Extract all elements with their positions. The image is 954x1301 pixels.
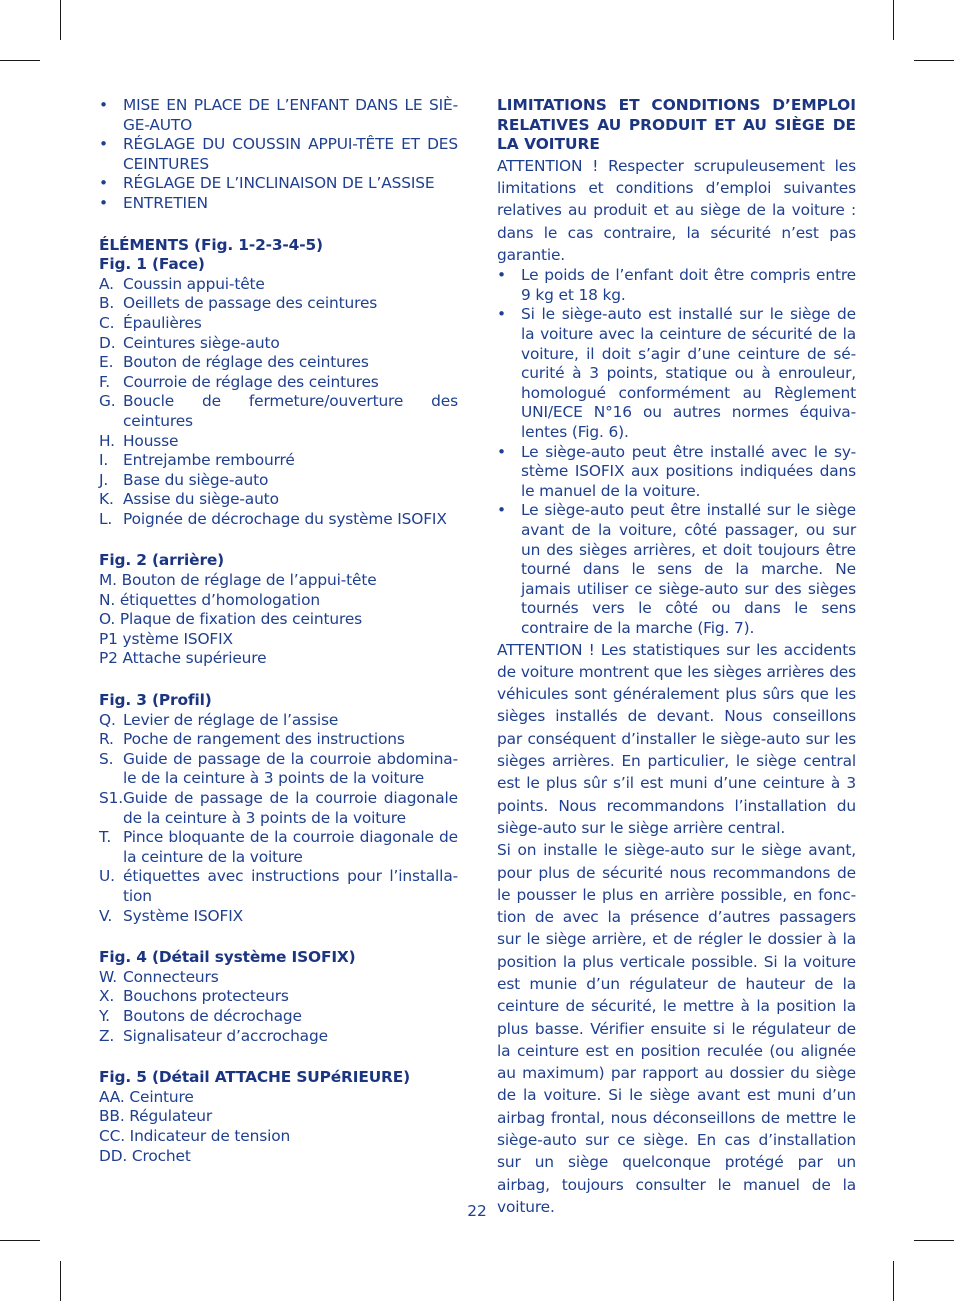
item-key: J. (99, 470, 109, 489)
list-item (99, 987, 458, 1007)
item-key: I. (99, 451, 109, 470)
list-item (99, 750, 458, 789)
item-text: Épaulières (123, 313, 202, 332)
toc-item: • MISE EN PLACE DE L’ENFANT DANS LE SIÈ- GE-AUTO (99, 96, 458, 135)
list-item (99, 907, 458, 927)
item-key: S1. (99, 789, 124, 807)
fig1-list (99, 275, 458, 530)
statistics-paragraph: ATTENTION ! Les statistiques sur les accidents de voiture montrent que les sièges arrières des véhicules sont généralement plus sûrs que les sièges installés de devant. Nous conseillons par conséquent d’installer le siège-auto sur les sièges arrières. En particulier, le siège central est le plus sûr s’il est muni d’une ceinture à 3 points. Nous recommandons l’installation du siège-auto sur le siège arrière central. (497, 640, 856, 837)
item-text: Guide de passage de la courroie diagonale de la ceinture à 3 points de la voiture (123, 789, 458, 827)
item-text: étiquettes avec instructions pour l’installa- tion (123, 867, 458, 905)
item-key: E. (99, 353, 114, 372)
item-text: Système ISOFIX (123, 906, 244, 925)
item-key: C. (99, 313, 115, 332)
item-key: D. (99, 333, 116, 352)
item-text: Assise du siège-auto (123, 490, 279, 509)
crop-mark (914, 1240, 954, 1241)
item-key: Z. (99, 1026, 115, 1045)
list-item: AA. Ceinture (99, 1087, 194, 1106)
item-text: Housse (123, 431, 179, 450)
fig5-heading: Fig. 5 (Détail ATTACHE SUPéRIEURE) (99, 1068, 410, 1087)
fig4-heading: Fig. 4 (Détail système ISOFIX) (99, 948, 356, 967)
intro-paragraph: ATTENTION ! Respecter scrupuleusement les limitations et conditions d’emploi suivantes relatives au produit et au siège de la voiture : dans le cas contraire, la sécurité n’est pas garantie. (497, 156, 856, 264)
right-column (497, 96, 856, 1218)
condition-item: • Le siège-auto peut être installé sur le siège avant de la voiture, côté passager, ou sur un des sièges arrières, et doit toujours être tourné dans le sens de la marche. Ne jamais utiliser ce siège-auto sur des sièges tournés vers le côté ou dans le sens contraire de la marche (Fig. 7). (497, 501, 856, 638)
fig3-heading: Fig. 3 (Profil) (99, 691, 212, 710)
list-item: CC. Indicateur de tension (99, 1126, 291, 1145)
item-text: Courroie de réglage des ceintures (123, 372, 379, 391)
crop-mark (60, 0, 61, 40)
item-text: Boucle de fermeture/ouverture des ceintures (123, 392, 458, 430)
list-item (99, 353, 458, 373)
fig4-list (99, 968, 458, 1046)
list-item (99, 968, 458, 988)
fig3-list (99, 711, 458, 927)
list-item: DD. Crochet (99, 1146, 191, 1165)
toc-item: • RÉGLAGE DU COUSSIN APPUI-TÊTE ET DES CEINTURES (99, 135, 458, 174)
item-key: S. (99, 749, 114, 768)
fig2-list (99, 571, 458, 669)
item-text: Coussin appui-tête (123, 274, 265, 293)
item-text: Boutons de décrochage (123, 1006, 302, 1025)
list-item: BB. Régulateur (99, 1107, 213, 1126)
toc-item: • ENTRETIEN (99, 194, 458, 214)
item-text: Poignée de décrochage du système ISOFIX (123, 509, 447, 528)
list-item (99, 432, 458, 452)
condition-item: • Le siège-auto peut être installé avec le sy- stème ISOFIX aux positions indiquées dans le manuel de la voiture. (497, 443, 856, 502)
item-text: Bouchons protecteurs (123, 987, 289, 1006)
toc-list (99, 96, 458, 214)
item-text: Oeillets de passage des ceintures (123, 294, 378, 313)
list-item (99, 1027, 458, 1047)
item-key: L. (99, 509, 113, 528)
page-number: 22 (467, 1202, 487, 1220)
list-item (99, 730, 458, 750)
item-key: B. (99, 294, 115, 313)
list-item: N. étiquettes d’homologation (99, 590, 320, 609)
crop-mark (893, 1261, 894, 1301)
item-key: X. (99, 987, 115, 1006)
left-column (99, 96, 458, 1166)
list-item (99, 294, 458, 314)
item-text: Ceintures siège-auto (123, 333, 280, 352)
item-key: F. (99, 372, 110, 391)
item-text: Guide de passage de la courroie abdomina- le de la ceinture à 3 points de la voiture (123, 749, 458, 788)
crop-mark (914, 60, 954, 61)
item-text: Bouton de réglage des ceintures (123, 353, 369, 372)
list-item (99, 471, 458, 491)
item-text: Levier de réglage de l’assise (123, 710, 339, 729)
list-item (99, 867, 458, 906)
crop-mark (60, 1261, 61, 1301)
list-item (99, 373, 458, 393)
list-item (99, 490, 458, 510)
list-item (99, 451, 458, 471)
front-seat-paragraph: Si on installe le siège-auto sur le siège avant, pour plus de sécurité nous recommandons de le pousser le plus en arrière possible, en fonc- tion de avec la présence d’autres passagers sur le siège arrière, et de régler le dossier à la position la plus verticale possible. Si la voiture est munie d’un régulateur de hauteur de la ceinture de sécurité, le mettre à la position la plus basse. Vérifier ensuite si le régulateur de la ceinture est en position reculée (ou alignée au maximum) par rapport au dossier du siège de la voiture. Si le siège avant est muni d’un airbag frontal, nous déconseillons de mettre le siège-auto sur ce siège. En cas d’installation sur un siège quelconque protégé par un airbag, toujours consulter le manuel de la voiture. (497, 841, 856, 1216)
crop-mark (893, 0, 894, 40)
item-text: Entrejambe rembourré (123, 451, 295, 470)
list-item (99, 510, 458, 530)
list-item (99, 392, 458, 431)
item-key: R. (99, 730, 114, 749)
list-item (99, 711, 458, 731)
item-text: Signalisateur d’accrochage (123, 1026, 328, 1045)
item-key: W. (99, 967, 118, 986)
item-key: U. (99, 867, 115, 886)
condition-item: • Si le siège-auto est installé sur le siège de la voiture avec la ceinture de sécurité de la voiture, il doit s’agir d’une ceinture de sé- curité à 3 points, statique ou à enrouleur, homologué conformément au Règlement UNI/ECE N°16 ou autres normes équiva- lentes (Fig. 6). (497, 305, 856, 442)
item-key: Q. (99, 710, 116, 729)
list-item (99, 789, 458, 828)
item-text: Pince bloquante de la courroie diagonale de la ceinture de la voiture (123, 828, 458, 866)
item-key: A. (99, 274, 114, 293)
item-text: Poche de rangement des instructions (123, 730, 405, 749)
item-text: Base du siège-auto (123, 470, 269, 489)
elements-heading: ÉLÉMENTS (Fig. 1-2-3-4-5) (99, 235, 323, 254)
list-item (99, 828, 458, 867)
toc-item: • RÉGLAGE DE L’INCLINAISON DE L’ASSISE (99, 174, 458, 194)
item-key: Y. (99, 1006, 110, 1025)
item-key: H. (99, 431, 115, 450)
item-key: T. (99, 828, 112, 847)
list-item: O. Plaque de fixation des ceintures (99, 610, 363, 629)
crop-mark (0, 60, 40, 61)
list-item (99, 1007, 458, 1027)
conditions-list (497, 266, 856, 638)
list-item (99, 314, 458, 334)
fig2-heading: Fig. 2 (arrière) (99, 551, 225, 570)
item-key: G. (99, 392, 116, 411)
fig5-list (99, 1088, 458, 1166)
list-item: M. Bouton de réglage de l’appui-tête (99, 571, 377, 590)
condition-item: • Le poids de l’enfant doit être compris entre 9 kg et 18 kg. (497, 266, 856, 305)
item-key: K. (99, 490, 114, 509)
fig1-heading: Fig. 1 (Face) (99, 255, 205, 274)
list-item (99, 334, 458, 354)
item-key: V. (99, 906, 113, 925)
limitations-heading: LIMITATIONS ET CONDITIONS D’EMPLOI RELATIVES AU PRODUIT ET AU SIÈGE DE LA VOITURE (497, 96, 856, 154)
item-text: Connecteurs (123, 967, 219, 986)
list-item: P1 ystème ISOFIX (99, 629, 233, 648)
list-item: P2 Attache supérieure (99, 649, 267, 668)
crop-mark (0, 1240, 40, 1241)
list-item (99, 275, 458, 295)
